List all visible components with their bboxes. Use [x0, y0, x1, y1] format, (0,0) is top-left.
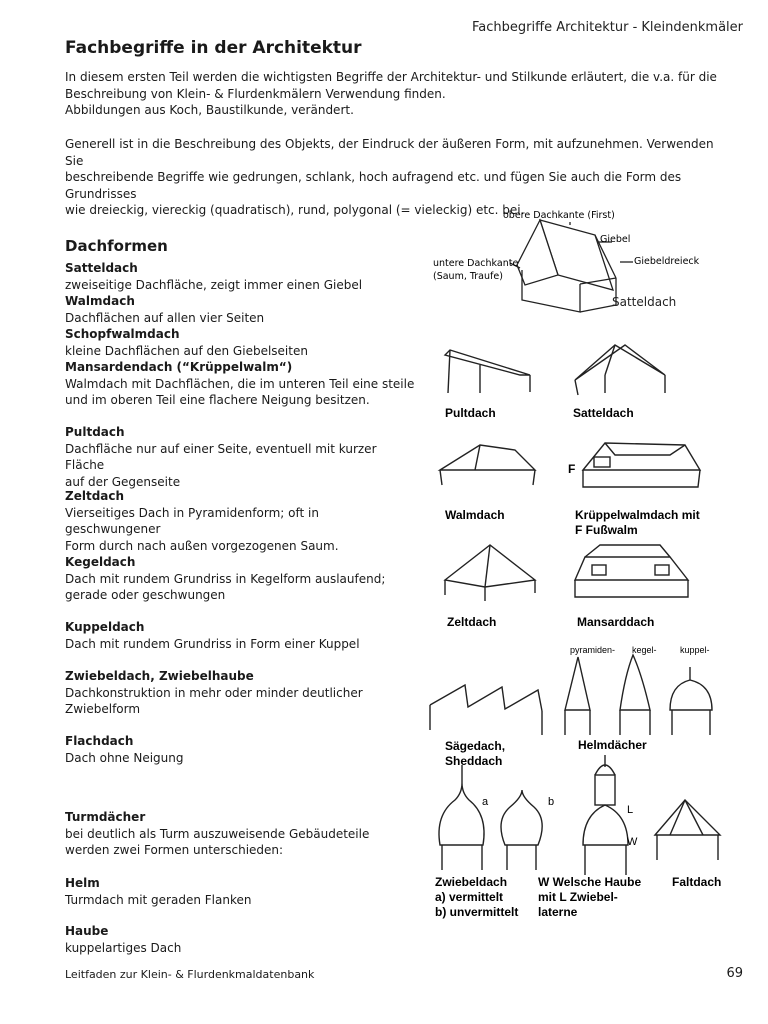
label-a: a: [482, 796, 489, 808]
term-desc: Dachkonstruktion in mehr oder minder deutlicher: [65, 685, 363, 700]
label-untere: untere Dachkante: [433, 258, 519, 269]
running-header: Fachbegriffe Architektur - Kleindenkmäler: [472, 20, 743, 35]
label-saegedach: Sägedach,: [445, 739, 506, 753]
term-title: Haube: [65, 924, 109, 938]
page-number: 69: [726, 966, 743, 981]
intro-line: Generell ist in die Beschreibung des Objekts, der Eindruck der äußeren Form, mit aufzunehmen. Verwenden Sie: [65, 137, 714, 168]
term-title: Turmdächer: [65, 810, 146, 824]
label-f: F: [568, 462, 576, 476]
term-helm: [65, 875, 415, 908]
term-desc: Form durch nach außen vorgezogenen Saum.: [65, 538, 339, 553]
intro-line: wie dreieckig, viereckig (quadratisch), rund, polygonal (= vieleckig) etc. bei.: [65, 203, 525, 217]
term-desc: Dachflächen auf allen vier Seiten: [65, 310, 265, 325]
term-desc: bei deutlich als Turm auszuweisende Gebäudeteile: [65, 826, 370, 841]
label-faltdach: Faltdach: [672, 875, 722, 889]
label-w: W: [627, 836, 638, 848]
term-title: Walmdach: [65, 294, 135, 308]
term-desc: gerade oder geschwungen: [65, 588, 226, 602]
label-unvermittelt: b) unvermittelt: [435, 905, 519, 919]
label-b: b: [548, 796, 555, 808]
label-zwiebeldach: Zwiebeldach: [435, 875, 508, 889]
term-desc: zweiseitige Dachfläche, zeigt immer einen Giebel: [65, 277, 363, 292]
label-satteldach: Satteldach: [612, 295, 677, 309]
label-pyramiden: pyramiden-: [570, 645, 616, 655]
intro-line: In diesem ersten Teil werden die wichtigsten Begriffe der Architektur- und Stilkunde erläutert, die v.a. für die: [65, 70, 717, 84]
term-title: Zeltdach: [65, 489, 125, 503]
label-kuppel: kuppel-: [680, 645, 710, 655]
intro-line: Beschreibung von Klein- & Flurdenkmälern Verwendung finden.: [65, 86, 446, 101]
intro-line: beschreibende Begriffe wie gedrungen, schlank, hoch aufragend etc. und fügen Sie auch die Form des Grundrisses: [65, 170, 682, 201]
term-flachdach: [65, 733, 415, 766]
label-saum: (Saum, Traufe): [433, 271, 503, 282]
term-pultdach: [65, 424, 415, 490]
label-kruppelwalm-1: Krüppelwalmdach mit: [575, 508, 700, 522]
term-desc: auf der Gegenseite: [65, 474, 181, 489]
label-laterne: laterne: [538, 905, 578, 919]
label-zwiebellaterne: mit L Zwiebel-: [538, 890, 618, 904]
label-vermittelt: a) vermittelt: [435, 890, 504, 904]
term-desc: Dach ohne Neigung: [65, 750, 184, 765]
intro-paragraph-1: [65, 69, 725, 119]
label-kegel: kegel-: [632, 645, 657, 655]
label-giebeldreieck: Giebeldreieck: [634, 256, 700, 267]
term-title: Satteldach: [65, 261, 138, 275]
term-desc: Vierseitiges Dach in Pyramidenform; oft in geschwungener: [65, 505, 319, 536]
label-l: L: [627, 804, 634, 816]
label-zeltdach: Zeltdach: [447, 615, 497, 629]
label-kruppelwalm-2: F Fußwalm: [575, 523, 638, 537]
term-desc: Dachfläche nur auf einer Seite, eventuell mit kurzer Fläche: [65, 441, 377, 472]
term-haube: [65, 923, 415, 956]
term-title: Flachdach: [65, 734, 134, 748]
term-title: Schopfwalmdach: [65, 327, 180, 341]
term-zwiebeldach: [65, 668, 415, 718]
page-title: Fachbegriffe in der Architektur: [65, 38, 362, 58]
label-giebel: Giebel: [600, 234, 631, 245]
term-desc: werden zwei Formen unterschieden:: [65, 843, 284, 857]
term-zeltdach: [65, 488, 415, 554]
term-list: [65, 260, 415, 409]
section-title: Dachformen: [65, 237, 168, 255]
label-helmdaecher: Helmdächer: [578, 738, 647, 752]
label-first: obere Dachkante (First): [503, 210, 615, 221]
intro-line: Abbildungen aus Koch, Baustilkunde, verändert.: [65, 103, 354, 117]
term-title: Kegeldach: [65, 555, 136, 569]
term-desc: und im oberen Teil eine flachere Neigung besitzen.: [65, 393, 370, 407]
term-desc: Dach mit rundem Grundriss in Form einer Kuppel: [65, 636, 360, 651]
term-desc: Zwiebelform: [65, 702, 141, 716]
label-mansarddach: Mansarddach: [577, 615, 655, 629]
label-welsche-haube: W Welsche Haube: [538, 875, 642, 889]
satteldach-diagram: [420, 200, 740, 320]
term-title: Pultdach: [65, 425, 125, 439]
roof-illustrations: [420, 335, 740, 935]
term-desc: Dach mit rundem Grundriss in Kegelform auslaufend;: [65, 571, 386, 586]
term-desc: kleine Dachflächen auf den Giebelseiten: [65, 343, 308, 358]
label-satteldach-illus: Satteldach: [573, 406, 634, 420]
term-title: Zwiebeldach, Zwiebelhaube: [65, 669, 254, 683]
term-title: Kuppeldach: [65, 620, 145, 634]
label-pultdach: Pultdach: [445, 406, 496, 420]
term-desc: kuppelartiges Dach: [65, 940, 182, 955]
term-turmdaecher: [65, 809, 415, 859]
term-desc: Walmdach mit Dachflächen, die im unteren Teil eine steile: [65, 376, 415, 391]
term-kuppeldach: [65, 619, 415, 652]
label-sheddach: Sheddach: [445, 754, 503, 768]
term-title: Helm: [65, 876, 100, 890]
footer-title: Leitfaden zur Klein- & Flurdenkmaldatenbank: [65, 968, 315, 981]
term-title: Mansardendach (“Krüppelwalm“): [65, 360, 293, 374]
term-desc: Turmdach mit geraden Flanken: [65, 892, 252, 907]
term-kegeldach: [65, 554, 415, 604]
label-walmdach: Walmdach: [445, 508, 505, 522]
